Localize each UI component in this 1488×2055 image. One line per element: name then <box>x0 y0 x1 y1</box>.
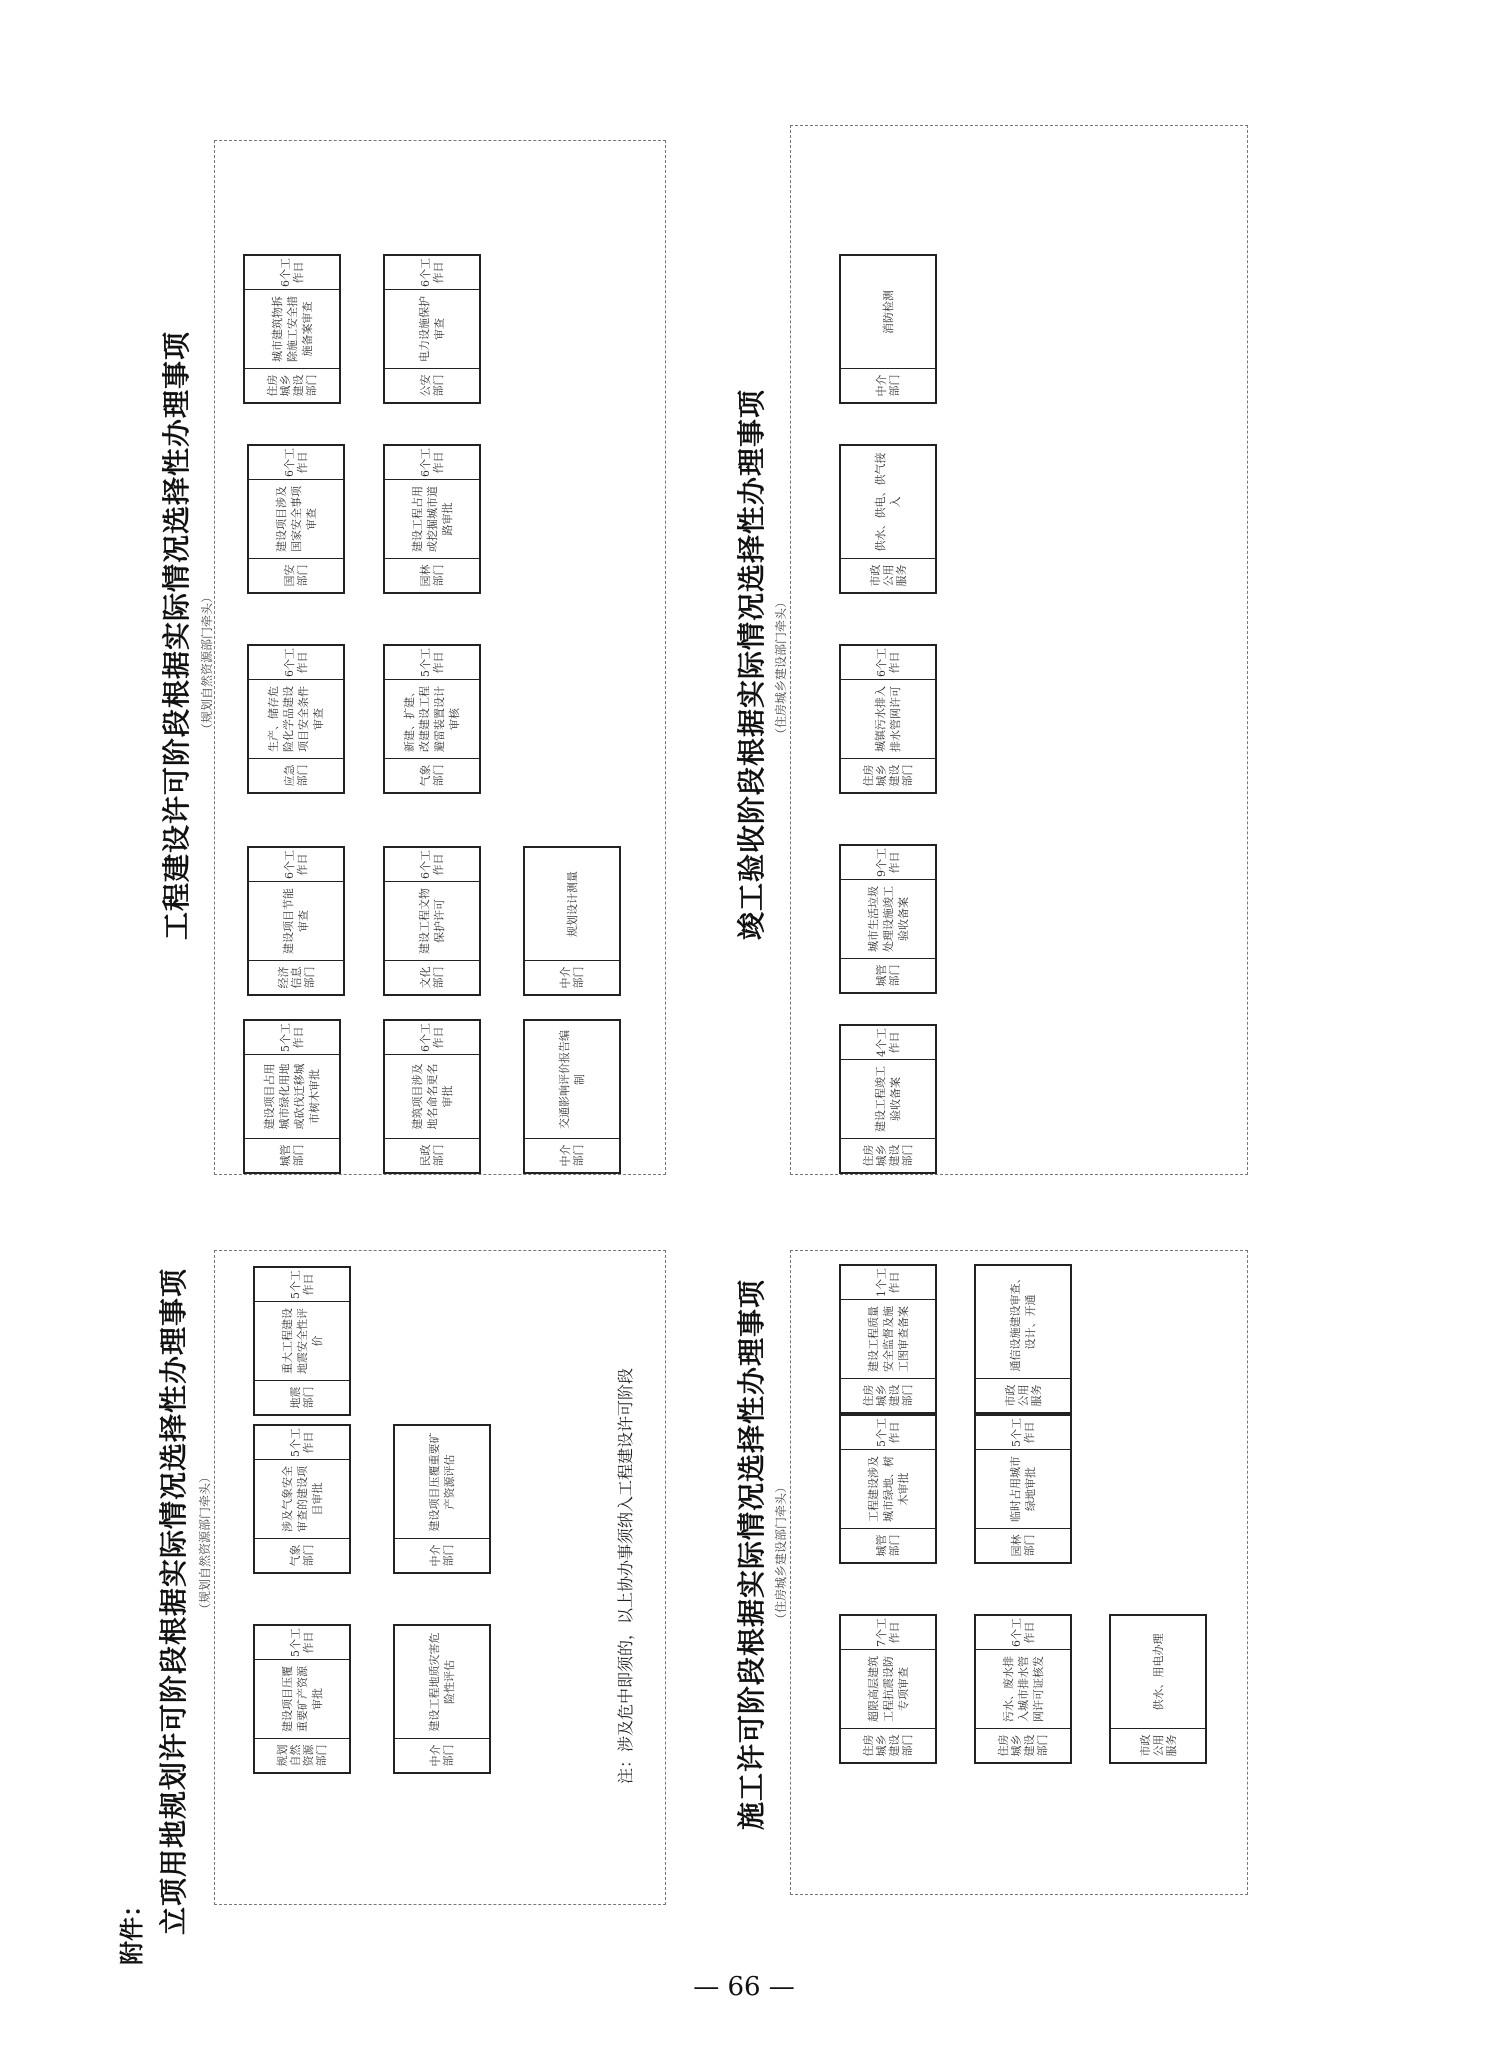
card-desc: 城市生活垃圾处理设施竣工验收备案 <box>866 886 910 952</box>
card-dept: 公安部门 <box>385 368 479 402</box>
card-dept: 城管部门 <box>841 958 935 992</box>
card-desc: 交通影响评价报告编制 <box>558 1030 586 1129</box>
card-dept: 经济信息部门 <box>249 960 343 994</box>
card-desc: 建设工程文物保护许可 <box>418 888 446 954</box>
card-desc: 建筑项目涉及地名命名更名审批 <box>410 1063 454 1130</box>
card-dept: 中介部门 <box>525 960 619 994</box>
card-acc-garbage <box>839 844 937 994</box>
card-desc: 建设项目节能审查 <box>282 888 310 954</box>
card-dept: 住房城乡建设部门 <box>841 758 935 792</box>
card-dept: 市政公用服务 <box>1111 1728 1205 1762</box>
card-desc: 建设工程占用或挖掘城市道路审批 <box>410 486 454 552</box>
card-land-earthquake <box>253 1266 351 1416</box>
card-permit-quality-safety <box>839 1264 937 1414</box>
card-days: 6个工作日 <box>245 256 339 290</box>
card-land-weather-approval <box>253 1424 351 1574</box>
card-permit-greenland <box>839 1414 937 1564</box>
card-cons-demolition <box>243 254 341 404</box>
card-desc: 建设项目压覆重要矿产资源评估 <box>428 1432 456 1532</box>
card-days: 5个工作日 <box>385 646 479 680</box>
card-days: 6个工作日 <box>249 446 343 480</box>
card-days: 6个工作日 <box>249 848 343 882</box>
section-subtitle-construction: （规划自然资源部门牵头） <box>200 590 214 735</box>
section-construction <box>214 140 666 1175</box>
card-dept: 文化部门 <box>385 960 479 994</box>
card-desc: 建设工程地质灾害危险性评估 <box>428 1632 456 1732</box>
card-days: 6个工作日 <box>976 1616 1070 1650</box>
card-desc: 涉及气象安全审查的建设项目审批 <box>280 1466 324 1532</box>
card-days: 5个工作日 <box>841 1416 935 1450</box>
card-cons-hazardous <box>247 644 345 794</box>
card-dept: 市政公用服务 <box>841 558 935 592</box>
card-days: 5个工作日 <box>245 1021 339 1055</box>
card-days: 6个工作日 <box>385 1021 479 1055</box>
card-cons-traffic-impact <box>523 1019 621 1174</box>
section-title-construction: 工程建设许可阶段根据实际情况选择性办理事项 <box>160 330 193 940</box>
card-land-mineral-approval <box>253 1624 351 1774</box>
card-days: 4个工作日 <box>841 1026 935 1060</box>
card-desc: 新建、扩建、改建建设工程避雷装置设计审核 <box>403 686 461 752</box>
card-permit-sewage <box>974 1614 1072 1764</box>
card-dept: 民政部门 <box>385 1138 479 1172</box>
card-cons-security <box>247 444 345 594</box>
card-permit-temp-greenland <box>974 1414 1072 1564</box>
card-permit-seismic <box>839 1614 937 1764</box>
card-desc: 建设项目占用城市绿化用地或砍伐迁移城市树木审批 <box>263 1063 321 1130</box>
card-desc: 污水、废水排入城市排水管网许可证核发 <box>1001 1656 1045 1722</box>
card-dept: 中介部门 <box>395 1738 489 1772</box>
card-dept: 住房城乡建设部门 <box>841 1728 935 1762</box>
card-permit-telecom <box>974 1264 1072 1414</box>
card-acc-fire-test <box>839 254 937 404</box>
card-dept: 中介部门 <box>525 1138 619 1172</box>
card-desc: 生产、储存危险化学品建设项目安全条件审查 <box>267 686 325 752</box>
card-days: 6个工作日 <box>385 256 479 290</box>
section-subtitle-permit: （住房城乡建设部门牵头） <box>774 1480 788 1625</box>
card-dept: 市政公用服务 <box>976 1378 1070 1412</box>
card-days: 6个工作日 <box>249 646 343 680</box>
card-days: 5个工作日 <box>976 1416 1070 1450</box>
attachment-label: 附件： <box>118 1893 146 1965</box>
card-days: 1个工作日 <box>841 1266 935 1300</box>
card-days: 5个工作日 <box>255 1268 349 1302</box>
card-days: 6个工作日 <box>385 446 479 480</box>
card-desc: 城市建筑物拆除施工安全措施备案审查 <box>270 296 314 362</box>
card-cons-lightning <box>383 644 481 794</box>
section-title-acceptance: 竣工验收阶段根据实际情况选择性办理事项 <box>735 388 768 940</box>
card-days: 9个工作日 <box>841 846 935 880</box>
section-title-land: 立项用地规划许可阶段根据实际情况选择性办理事项 <box>157 1267 190 1935</box>
card-desc: 消防检测 <box>881 290 895 334</box>
card-dept: 应急部门 <box>249 758 343 792</box>
card-dept: 中介部门 <box>841 368 935 402</box>
card-desc: 通信设施建设审查、设计、开通 <box>1009 1272 1037 1372</box>
card-dept: 园林部门 <box>976 1528 1070 1562</box>
section-permit <box>790 1250 1248 1895</box>
section-land <box>214 1250 666 1905</box>
card-acc-sewer-permit <box>839 644 937 794</box>
card-acc-utility-connect <box>839 444 937 594</box>
card-desc: 建设项目涉及国家安全事项审查 <box>274 486 318 552</box>
section-subtitle-acceptance: （住房城乡建设部门牵头） <box>774 595 788 740</box>
card-desc: 临时占用城市绿地审批 <box>1009 1456 1037 1522</box>
card-cons-energy-review <box>247 846 345 996</box>
card-desc: 超限高层建筑工程抗震设防专项审查 <box>866 1656 910 1722</box>
card-dept: 气象部门 <box>255 1538 349 1572</box>
section-land-note: 注：涉及危中即须的，以上协办事须纳入工程建设许可阶段 <box>616 1367 635 1784</box>
card-cons-heritage <box>383 846 481 996</box>
card-desc: 供水、供电、供气接入 <box>874 452 902 552</box>
card-land-mineral-evaluation <box>393 1424 491 1574</box>
section-acceptance <box>790 125 1248 1175</box>
card-land-geo-hazard <box>393 1624 491 1774</box>
card-desc: 重大工程建设地震安全性评价 <box>280 1308 324 1374</box>
section-title-permit: 施工许可阶段根据实际情况选择性办理事项 <box>735 1278 768 1830</box>
card-dept: 规划自然资源部门 <box>255 1738 349 1772</box>
card-cons-place-name <box>383 1019 481 1174</box>
card-desc: 城镇污水排入排水管网许可 <box>874 686 902 752</box>
card-dept: 气象部门 <box>385 758 479 792</box>
card-days: 5个工作日 <box>255 1626 349 1660</box>
card-dept: 城管部门 <box>841 1528 935 1562</box>
page-number: — 66 — <box>693 1972 795 2002</box>
card-desc: 电力设施保护审查 <box>418 296 446 362</box>
card-cons-survey <box>523 846 621 996</box>
card-dept: 园林部门 <box>385 558 479 592</box>
card-acc-completion <box>839 1024 937 1174</box>
section-subtitle-land: （规划自然资源部门牵头） <box>198 1470 212 1615</box>
card-desc: 供水、用电办理 <box>1151 1633 1165 1711</box>
card-dept: 住房城乡建设部门 <box>841 1138 935 1172</box>
card-cons-tree-removal <box>243 1019 341 1174</box>
card-days: 5个工作日 <box>255 1426 349 1460</box>
card-days: 6个工作日 <box>385 848 479 882</box>
card-days: 7个工作日 <box>841 1616 935 1650</box>
card-desc: 建设项目压覆重要矿产资源审批 <box>280 1666 324 1732</box>
card-permit-utilities <box>1109 1614 1207 1764</box>
card-cons-power-facility <box>383 254 481 404</box>
card-dept: 住房城乡建设部门 <box>841 1378 935 1412</box>
card-dept: 地震部门 <box>255 1380 349 1414</box>
card-dept: 城管部门 <box>245 1138 339 1172</box>
card-days: 6个工作日 <box>841 646 935 680</box>
card-dept: 国安部门 <box>249 558 343 592</box>
card-desc: 建设工程竣工验收备案 <box>874 1066 902 1132</box>
card-dept: 住房城乡建设部门 <box>976 1728 1070 1762</box>
card-cons-road-digging <box>383 444 481 594</box>
card-desc: 工程建设涉及城市绿地、树木审批 <box>866 1456 910 1522</box>
card-dept: 住房城乡建设部门 <box>245 368 339 402</box>
card-dept: 中介部门 <box>395 1538 489 1572</box>
card-desc: 规划设计测量 <box>565 871 579 937</box>
card-desc: 建设工程质量安全监督及施工图审查备案 <box>866 1306 910 1372</box>
